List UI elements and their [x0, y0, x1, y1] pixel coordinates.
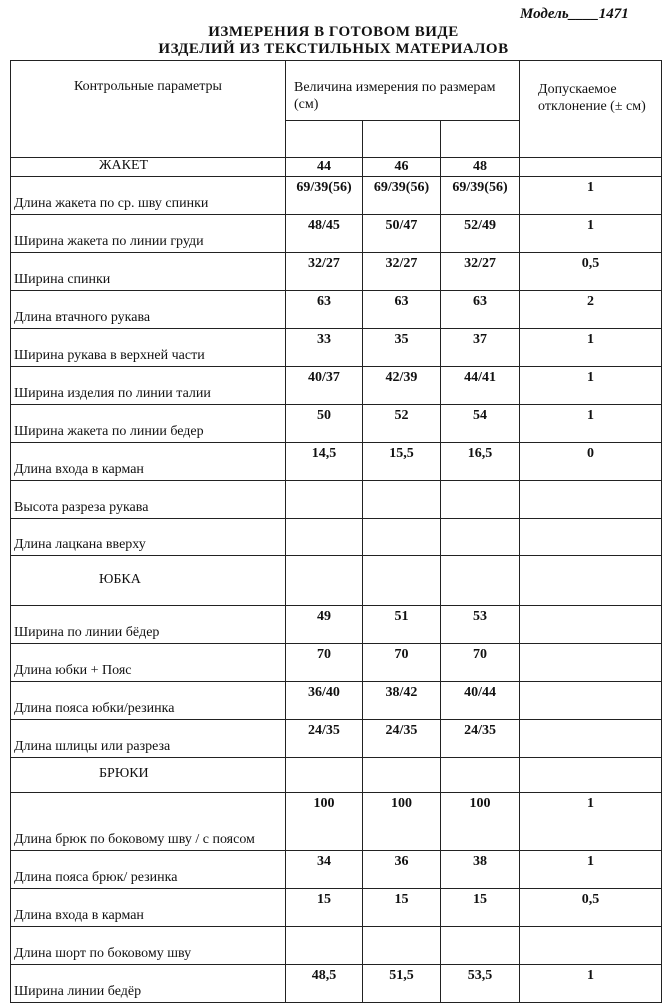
table-row [11, 367, 662, 405]
empty-cell [363, 121, 441, 158]
table-row [11, 177, 662, 215]
section-row-trousers [11, 758, 662, 793]
value-size-44: 40/37 [286, 367, 363, 405]
tolerance-value: 0,5 [520, 889, 662, 927]
table-row [11, 644, 662, 682]
value-size-48: 54 [441, 405, 520, 443]
value-size-44: 32/27 [286, 253, 363, 291]
table-row [11, 793, 662, 851]
row-label: Длина брюк по боковому шву / с поясом [11, 793, 286, 851]
empty-cell [363, 758, 441, 793]
section-title-jacket: ЖАКЕТ [11, 158, 286, 177]
column-header-params: Контрольные параметры [11, 61, 286, 158]
value-size-46: 35 [363, 329, 441, 367]
value-size-46: 100 [363, 793, 441, 851]
row-label: Длина пояса юбки/резинка [11, 682, 286, 720]
value-size-46: 63 [363, 291, 441, 329]
row-label: Ширина спинки [11, 253, 286, 291]
tolerance-value [520, 720, 662, 758]
document-title-line-2: ИЗДЕЛИЙ ИЗ ТЕКСТИЛЬНЫХ МАТЕРИАЛОВ [158, 41, 509, 57]
row-label: Ширина по линии бёдер [11, 606, 286, 644]
section-title-trousers: БРЮКИ [11, 758, 286, 793]
value-size-48: 100 [441, 793, 520, 851]
value-size-48: 52/49 [441, 215, 520, 253]
tolerance-value: 0,5 [520, 253, 662, 291]
table-header-row [11, 61, 662, 121]
value-size-48: 53,5 [441, 965, 520, 1003]
value-size-44: 49 [286, 606, 363, 644]
value-size-46: 24/35 [363, 720, 441, 758]
value-size-44: 24/35 [286, 720, 363, 758]
value-size-44: 34 [286, 851, 363, 889]
row-label: Длина лацкана вверху [11, 519, 286, 556]
column-header-sizes: Величина измерения по размерам (см) [286, 61, 520, 121]
value-size-46: 38/42 [363, 682, 441, 720]
size-48: 48 [441, 158, 520, 177]
value-size-44: 15 [286, 889, 363, 927]
value-size-48: 69/39(56) [441, 177, 520, 215]
table-body [11, 61, 662, 1003]
value-size-46: 42/39 [363, 367, 441, 405]
table-row [11, 606, 662, 644]
table-row [11, 682, 662, 720]
table-row [11, 215, 662, 253]
value-size-46 [363, 927, 441, 965]
row-label: Ширина жакета по линии груди [11, 215, 286, 253]
value-size-48: 16,5 [441, 443, 520, 481]
value-size-44: 63 [286, 291, 363, 329]
value-size-48: 37 [441, 329, 520, 367]
value-size-46: 15 [363, 889, 441, 927]
empty-cell [441, 556, 520, 606]
tolerance-value [520, 682, 662, 720]
row-label: Длина входа в карман [11, 443, 286, 481]
tolerance-value: 1 [520, 329, 662, 367]
empty-cell [520, 758, 662, 793]
measurements-table [10, 60, 662, 1003]
row-label: Длина шорт по боковому шву [11, 927, 286, 965]
tolerance-value [520, 927, 662, 965]
value-size-46: 50/47 [363, 215, 441, 253]
row-label: Ширина линии бедёр [11, 965, 286, 1003]
model-number: Модель____1471 [520, 6, 629, 22]
value-size-46 [363, 481, 441, 519]
value-size-46: 70 [363, 644, 441, 682]
value-size-48: 44/41 [441, 367, 520, 405]
value-size-48: 63 [441, 291, 520, 329]
empty-cell [363, 556, 441, 606]
document-title-line-1: ИЗМЕРЕНИЯ В ГОТОВОМ ВИДЕ [208, 24, 459, 40]
table-row [11, 481, 662, 519]
section-row-jacket [11, 158, 662, 177]
row-label: Длина втачного рукава [11, 291, 286, 329]
row-label: Ширина рукава в верхней части [11, 329, 286, 367]
value-size-44: 48,5 [286, 965, 363, 1003]
value-size-48: 15 [441, 889, 520, 927]
value-size-44: 100 [286, 793, 363, 851]
value-size-44: 50 [286, 405, 363, 443]
table-row [11, 443, 662, 481]
value-size-46 [363, 519, 441, 556]
table-row [11, 720, 662, 758]
value-size-48 [441, 519, 520, 556]
tolerance-value: 1 [520, 405, 662, 443]
empty-cell [520, 158, 662, 177]
section-title-skirt: ЮБКА [11, 556, 286, 606]
value-size-46: 52 [363, 405, 441, 443]
tolerance-value [520, 519, 662, 556]
tolerance-value: 1 [520, 367, 662, 405]
row-label: Ширина жакета по линии бедер [11, 405, 286, 443]
table-row [11, 405, 662, 443]
row-label: Длина пояса брюк/ резинка [11, 851, 286, 889]
tolerance-value: 1 [520, 215, 662, 253]
value-size-46: 69/39(56) [363, 177, 441, 215]
value-size-44: 70 [286, 644, 363, 682]
value-size-48: 32/27 [441, 253, 520, 291]
value-size-44 [286, 519, 363, 556]
table-row [11, 253, 662, 291]
value-size-44: 48/45 [286, 215, 363, 253]
table-row [11, 927, 662, 965]
value-size-44 [286, 481, 363, 519]
size-44: 44 [286, 158, 363, 177]
row-label: Длина шлицы или разреза [11, 720, 286, 758]
tolerance-value [520, 644, 662, 682]
value-size-44: 14,5 [286, 443, 363, 481]
table-row [11, 851, 662, 889]
column-header-tolerance: Допускаемое отклонение (± см) [520, 61, 662, 158]
row-label: Длина входа в карман [11, 889, 286, 927]
size-46: 46 [363, 158, 441, 177]
row-label: Длина жакета по ср. шву спинки [11, 177, 286, 215]
tolerance-value [520, 606, 662, 644]
value-size-46: 15,5 [363, 443, 441, 481]
row-label: Ширина изделия по линии талии [11, 367, 286, 405]
value-size-48: 70 [441, 644, 520, 682]
tolerance-value [520, 481, 662, 519]
table-row [11, 291, 662, 329]
value-size-46: 32/27 [363, 253, 441, 291]
empty-cell [520, 556, 662, 606]
value-size-48 [441, 927, 520, 965]
value-size-46: 36 [363, 851, 441, 889]
value-size-48: 38 [441, 851, 520, 889]
value-size-44: 33 [286, 329, 363, 367]
value-size-44: 36/40 [286, 682, 363, 720]
tolerance-value: 2 [520, 291, 662, 329]
tolerance-value: 1 [520, 793, 662, 851]
value-size-48: 53 [441, 606, 520, 644]
table-row [11, 329, 662, 367]
value-size-48: 24/35 [441, 720, 520, 758]
value-size-44 [286, 927, 363, 965]
value-size-48 [441, 481, 520, 519]
tolerance-value: 0 [520, 443, 662, 481]
table-row [11, 519, 662, 556]
value-size-46: 51,5 [363, 965, 441, 1003]
value-size-48: 40/44 [441, 682, 520, 720]
tolerance-value: 1 [520, 177, 662, 215]
empty-cell [441, 121, 520, 158]
section-row-skirt [11, 556, 662, 606]
row-label: Длина юбки + Пояс [11, 644, 286, 682]
value-size-46: 51 [363, 606, 441, 644]
empty-cell [286, 758, 363, 793]
empty-cell [441, 758, 520, 793]
table-row [11, 889, 662, 927]
tolerance-value: 1 [520, 851, 662, 889]
tolerance-value: 1 [520, 965, 662, 1003]
value-size-44: 69/39(56) [286, 177, 363, 215]
empty-cell [286, 121, 363, 158]
table-row [11, 965, 662, 1003]
row-label: Высота разреза рукава [11, 481, 286, 519]
empty-cell [286, 556, 363, 606]
